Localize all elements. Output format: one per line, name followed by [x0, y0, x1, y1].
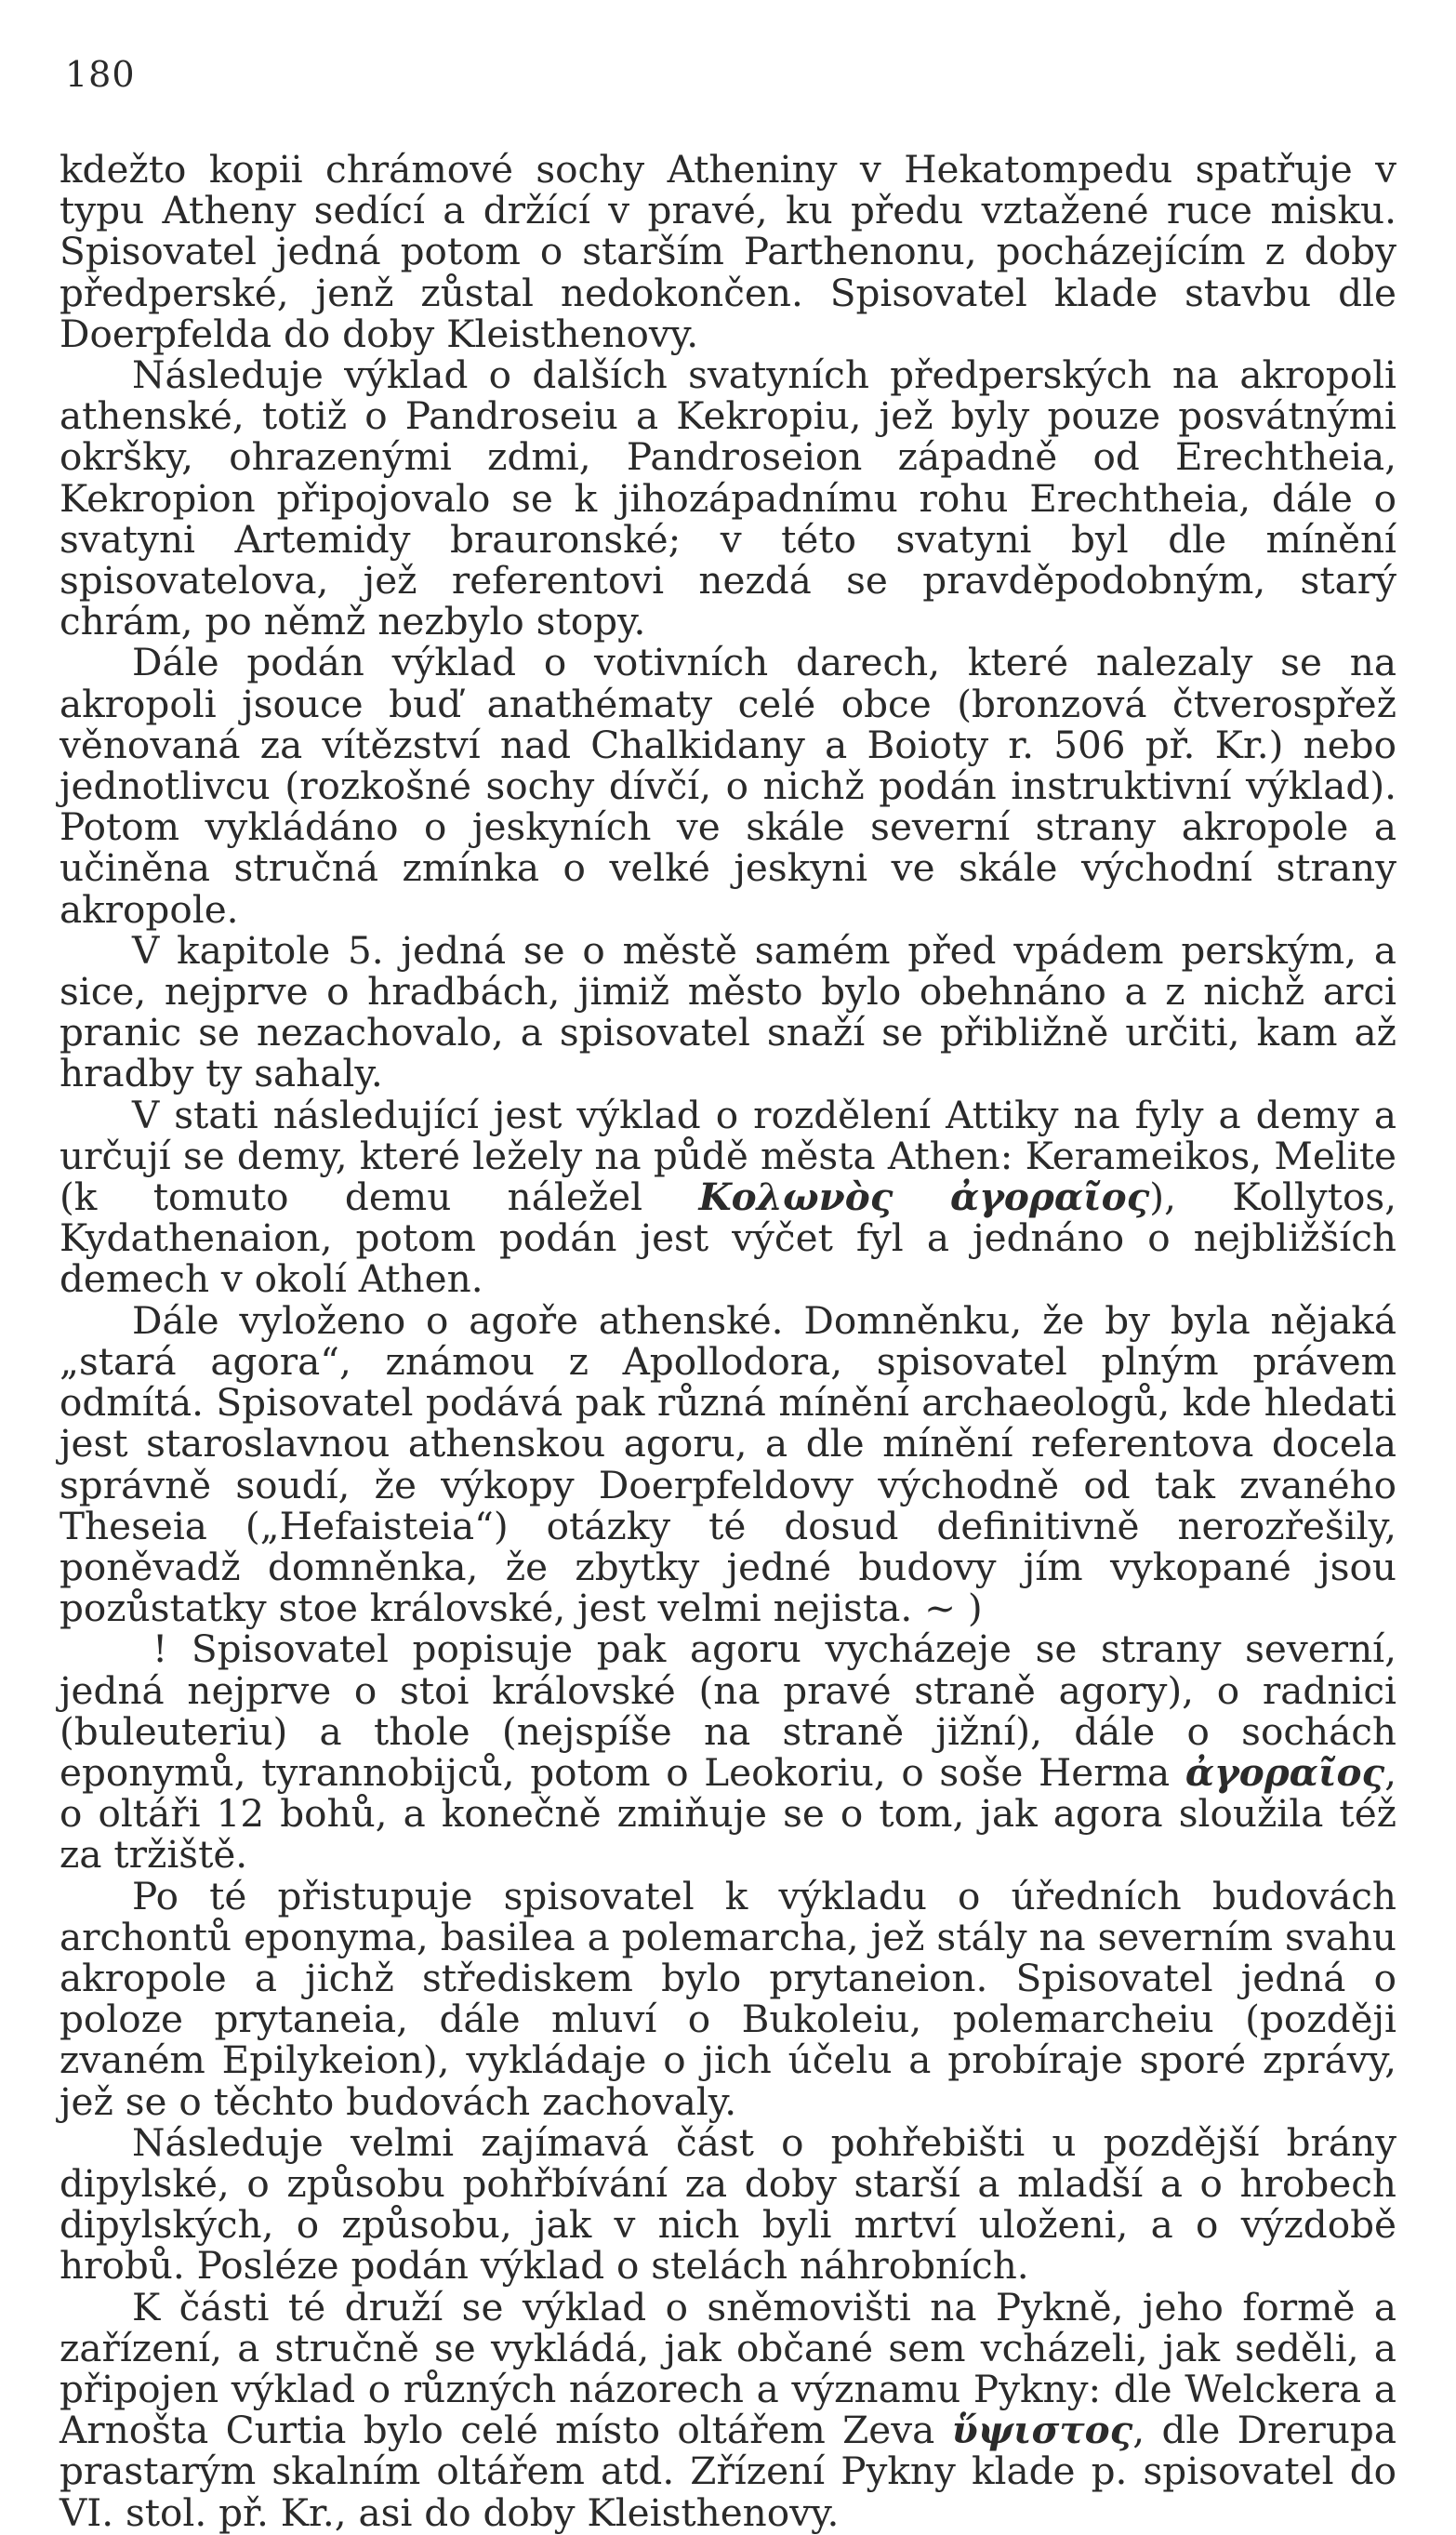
greek-term: ὕψιστος [951, 2408, 1133, 2453]
paragraph-text: V stati následující jest výklad o rozdělení Attiky na fyly a demy a určují se demy, které ležely na půdě města Athen: Kerameikos, Melite (k tomuto demu náležel [60, 1092, 1396, 1220]
paragraph-text: Dále podán výklad o votivních darech, které nalezaly se na akropoli jsouce buď anathématy celé obce (bronzová čtverospřež věnovaná za vítězství nad Chalkidany a Boioty r. 506 př. Kr.) nebo jednotlivcu (rozkošné sochy dívčí, o nichž podán instruktivní výklad). Potom vykládáno o jeskyních ve skále severní strany akropole a učiněna stručná zmínka o velké jeskyni ve skále východní strany akropole. [60, 640, 1396, 932]
paragraph-text: V kapitole 5. jedná se o městě samém před vpádem perským, a sice, nejprve o hradbách, jimiž město bylo obehnáno a z nichž arci pranic se nezachovalo, a spisovatel snaží se přibližně určiti, kam až hradby ty sahaly. [60, 927, 1396, 1096]
paragraph-text: , o oltáři 12 bohů, a konečně zmiňuje se o tom, jak agora sloužila též za tržiště. [60, 1749, 1396, 1878]
paragraph-text: kdežto kopii chrámové sochy Atheniny v Hekatompedu spatřuje v typu Atheny sedící a držící v pravé, ku předu vztažené ruce misku. Spisovatel jedná potom o starším Parthenonu, pocházejícím z doby předperské, jenž zůstal nedokončen. Spisovatel klade stavbu dle Doerpfelda do doby Kleisthenovy. [60, 147, 1396, 356]
paragraph-5 [60, 1092, 1397, 1302]
paragraph-2 [60, 354, 1396, 642]
paragraph-9 [60, 2119, 1396, 2289]
paragraph-text: Dále vyloženo o agoře athenské. Domněnku, že by byla nějaká „stará agora“, známou z Apollodora, spisovatel plným právem odmítá. Spisovatel podává pak různá mínění archaeologů, kde hledati jest staroslavnou athenskou agoru, a dle mínění referentova docela správně soudí, že výkopy Doerpfeldovy východně od tak zvaného Theseia („Hefaisteia“) otázky té dosud definitivně nerozřešily, poněvadž domněnka, že zbytky jedné budovy jím vykopané jsou pozůstatky stoe královské, jest velmi nejista. ~ ) [60, 1297, 1396, 1631]
greek-term: Κολωνὸς ἀγοραῖος [698, 1175, 1150, 1220]
paragraph-text: Následuje velmi zajímavá část o pohřebišti u pozdější brány dipylské, o způsobu pohřbívání za doby starší a mladší a o hrobech dipylských, o způsobu, jak v nich byli mrtví uloženi, a o výzdobě hrobů. Posléze podán výklad o stelách náhrobních. [60, 2119, 1396, 2289]
paragraph-text: ), Kollytos, Kydathenaion, potom podán jest výčet fyl a jednáno o nejbližších demech v okolí Athen. [60, 1175, 1397, 1302]
paragraph-8 [60, 1873, 1396, 2124]
paragraph-10 [60, 2284, 1396, 2535]
greek-term: ἀγοραῖος [1185, 1749, 1385, 1795]
page-number: 180 [65, 54, 136, 95]
paragraph-text: ! Spisovatel popisuje pak agoru vycházeje se strany severní, jedná nejprve o stoi královské (na pravé straně agory), o radnici (buleuteriu) a thole (nejspíše na straně jižní), dále o sochách eponymů, tyrannobijců, potom o Leokoriu, o soše Herma [60, 1626, 1396, 1795]
paragraph-7 [60, 1626, 1396, 1878]
text-body [60, 149, 1396, 2533]
paragraph-text: Po té přistupuje spisovatel k výkladu o úředních budovách archontů eponyma, basilea a polemarcha, jež stály na severním svahu akropole a jichž střediskem bylo prytaneion. Spisovatel jedná o poloze prytaneia, dále mluví o Bukoleiu, polemarcheiu (později zvaném Epilykeion), vykládaje o jich účelu a probíraje sporé zprávy, jež se o těchto budovách zachovaly. [60, 1873, 1396, 2124]
paragraph-text: , dle Drerupa prastarým skalním oltářem atd. Zřízení Pykny klade p. spisovatel do VI. stol. př. Kr., asi do doby Kleisthenovy. [60, 2408, 1396, 2535]
paragraph-4 [60, 927, 1396, 1096]
paragraph-text: K části té druží se výklad o sněmovišti na Pykně, jeho formě a zařízení, a stručně se vykládá, jak občané sem vcházeli, jak seděli, a připojen výklad o různých názorech a významu Pykny: dle Welckera a Arnošta Curtia bylo celé místo oltářem Zeva [60, 2284, 1396, 2453]
paragraph-3 [60, 640, 1396, 932]
paragraph-1 [60, 149, 1396, 354]
paragraph-text: Následuje výklad o dalších svatyních předperských na akropoli athenské, totiž o Pandroseiu a Kekropiu, jež byly pouze posvátnými okršky, ohrazenými zdmi, Pandroseion západně od Erechtheia, Kekropion připojovalo se k jihozápadnímu rohu Erechtheia, dále o svatyni Artemidy brauronské; v této svatyni byl dle mínění spisovatelova, jež referentovi nezdá se pravděpodobným, starý chrám, po němž nezbylo stopy. [60, 352, 1396, 644]
paragraph-6 [60, 1297, 1396, 1631]
